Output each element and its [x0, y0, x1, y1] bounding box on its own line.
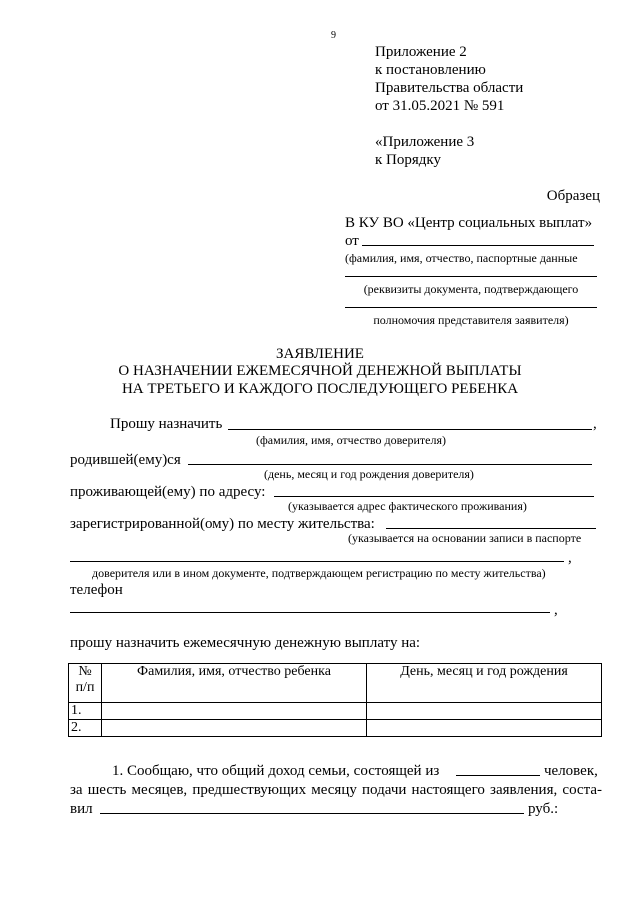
row-number: 2. [69, 720, 102, 737]
child-name-cell[interactable] [102, 720, 367, 737]
income-amount-field[interactable] [100, 813, 524, 814]
request-label: Прошу назначить [110, 416, 223, 432]
registered-hint: (указывается на основании записи в паспорте [348, 531, 582, 545]
page-number: 9 [331, 30, 336, 41]
income-text: руб.: [528, 801, 559, 817]
addressee-hint: (фамилия, имя, отчество, паспортные данные [345, 251, 578, 265]
child-birthdate-cell[interactable] [367, 703, 602, 720]
living-hint: (указывается адрес фактического проживания) [288, 499, 527, 513]
payment-request: прошу назначить ежемесячную денежную выплату на: [70, 635, 421, 651]
registered-hint: доверителя или в ином документе, подтверждающем регистрацию по месту жительства) [92, 566, 546, 580]
child-name-cell[interactable] [102, 703, 367, 720]
birth-date-field[interactable] [188, 464, 592, 465]
phone-label: телефон [70, 582, 123, 598]
appendix-line: Приложение 2 [375, 44, 467, 60]
appendix-line: Правительства области [375, 80, 524, 96]
document-title-line: О НАЗНАЧЕНИИ ЕЖЕМЕСЯЧНОЙ ДЕНЕЖНОЙ ВЫПЛАТЫ [118, 363, 522, 379]
comma: , [568, 550, 572, 566]
addressee-authority-line[interactable] [345, 307, 597, 308]
column-header-name: Фамилия, имя, отчество ребенка [102, 664, 367, 703]
document-title: ЗАЯВЛЕНИЕ [276, 346, 364, 362]
living-label: проживающей(ему) по адресу: [70, 484, 266, 500]
addressee-hint: полномочия представителя заявителя) [373, 313, 569, 327]
addressee-details-line[interactable] [345, 276, 597, 277]
addressee-name-line[interactable] [362, 245, 594, 246]
residence-address-field[interactable] [274, 496, 594, 497]
registered-label: зарегистрированной(ому) по месту жительства: [70, 516, 375, 532]
appendix-line: от 31.05.2021 № 591 [375, 98, 505, 114]
request-hint: (фамилия, имя, отчество доверителя) [256, 433, 447, 447]
sample-label: Образец [546, 188, 600, 204]
addressee-hint: (реквизиты документа, подтверждающего [363, 282, 579, 296]
row-number: 1. [69, 703, 102, 720]
children-table [68, 663, 602, 737]
income-text: вил [70, 801, 93, 817]
table-header-row [69, 664, 602, 703]
trustor-name-field[interactable] [228, 429, 592, 430]
appendix-line: «Приложение 3 [375, 134, 475, 150]
born-label: родившей(ему)ся [70, 452, 181, 468]
comma: , [554, 602, 558, 618]
registration-address-field-2[interactable] [70, 561, 564, 562]
table-row [69, 720, 602, 737]
registration-address-field[interactable] [386, 528, 596, 529]
addressee-from-label: от [345, 233, 359, 249]
document-title-line: НА ТРЕТЬЕГО И КАЖДОГО ПОСЛЕДУЮЩЕГО РЕБЕНКА [121, 381, 519, 397]
income-text: 1. Сообщаю, что общий доход семьи, состоящей из [112, 763, 440, 779]
appendix-line: к постановлению [375, 62, 486, 78]
table-row [69, 703, 602, 720]
column-header-birthdate: День, месяц и год рождения [367, 664, 602, 703]
addressee-to: В КУ ВО «Центр социальных выплат» [345, 215, 593, 231]
born-hint: (день, месяц и год рождения доверителя) [264, 467, 474, 481]
appendix-line: к Порядку [375, 152, 441, 168]
column-header-number: № п/п [69, 664, 102, 703]
phone-field[interactable] [70, 612, 550, 613]
income-text: за шесть месяцев, предшествующих месяцу подачи настоящего заявления, соста- [70, 782, 602, 798]
family-size-field[interactable] [456, 775, 540, 776]
income-text: человек, [544, 763, 598, 779]
child-birthdate-cell[interactable] [367, 720, 602, 737]
comma: , [593, 416, 597, 432]
